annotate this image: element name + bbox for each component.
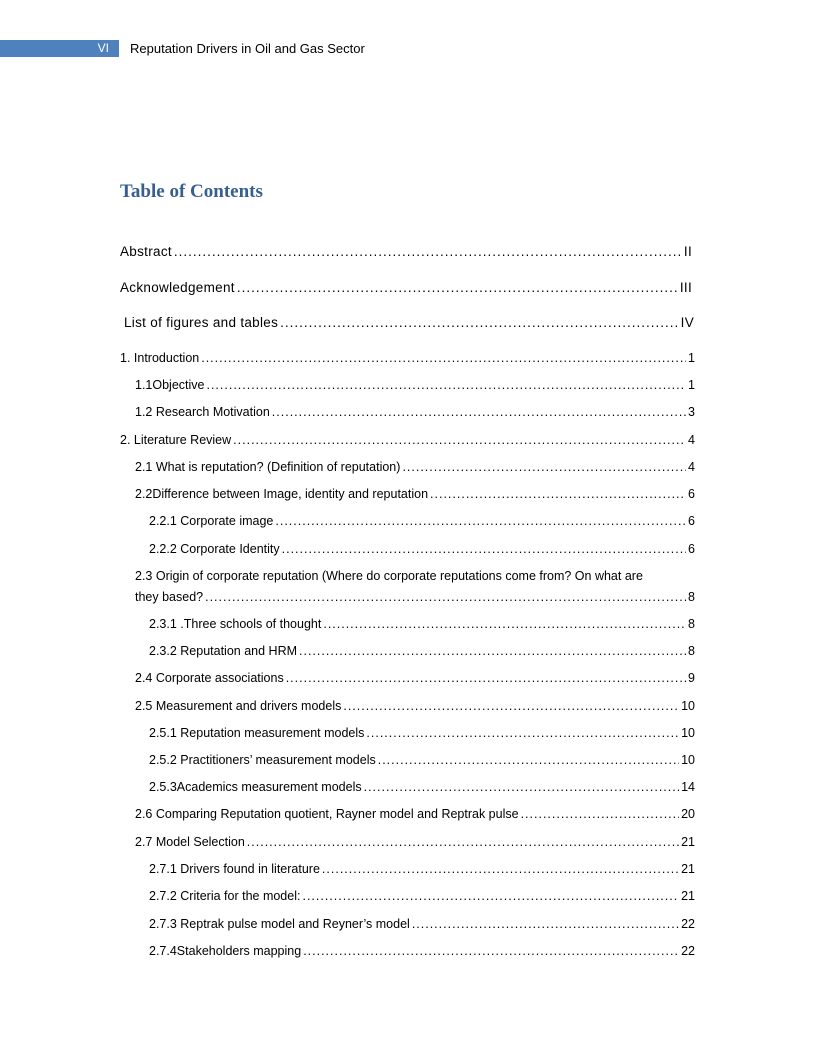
toc-entry-page: 1 (688, 351, 695, 365)
toc-entry-page: 22 (681, 917, 695, 931)
dot-leader (237, 280, 678, 296)
toc-entry-page: 3 (688, 405, 695, 419)
toc-entry-label: 2.7.1 Drivers found in literature (149, 862, 320, 876)
dot-leader (299, 643, 686, 659)
toc-entry-label: 2. Literature Review (120, 433, 232, 447)
toc-entry-label: 2.5.3Academics measurement models (149, 780, 362, 794)
page-number-badge: VI (0, 40, 119, 57)
toc-entry-acknowledgement[interactable] (120, 280, 692, 296)
toc-entry[interactable] (149, 752, 695, 768)
dot-leader (430, 486, 686, 502)
toc-entry-page: 10 (681, 726, 695, 740)
toc-entry-label: Abstract (120, 244, 172, 259)
toc-entry-page: 6 (688, 542, 695, 556)
toc-entry-page: 8 (688, 617, 695, 631)
dot-leader (402, 459, 686, 475)
toc-entry-page: 9 (688, 671, 695, 685)
dot-leader (272, 404, 686, 420)
toc-entry-label: 2.7.2 Criteria for the model: (149, 889, 301, 903)
dot-leader (233, 432, 686, 448)
dot-leader (280, 315, 679, 331)
toc-entry-label: 2.4 Corporate associations (135, 671, 284, 685)
toc-entry-page: 8 (688, 644, 695, 658)
toc-entry-label: 2.7 Model Selection (135, 835, 245, 849)
toc-entry-page: 6 (688, 487, 695, 501)
toc-entry-label-line2: they based? (135, 590, 204, 604)
toc-entry-page: 1 (688, 378, 695, 392)
toc-entry-page: 20 (681, 807, 695, 821)
toc-entry-label: 2.3.1 .Three schools of thought (149, 617, 322, 631)
toc-entry-label: 2.2.1 Corporate image (149, 514, 274, 528)
toc-entry-label: 2.6 Comparing Reputation quotient, Rayner model and Reptrak pulse (135, 807, 519, 821)
dot-leader (282, 541, 686, 557)
toc-entry-page: 21 (681, 889, 695, 903)
toc-entry[interactable] (135, 589, 695, 605)
toc-entry-list-of-figures[interactable] (124, 315, 694, 331)
dot-leader (378, 752, 679, 768)
toc-entry[interactable] (135, 377, 695, 393)
toc-entry-label: 2.7.3 Reptrak pulse model and Reyner’s model (149, 917, 410, 931)
toc-entry-label: 1.1Objective (135, 378, 205, 392)
toc-entry[interactable] (135, 459, 695, 475)
dot-leader (302, 888, 679, 904)
dot-leader (322, 861, 679, 877)
toc-entry[interactable] (135, 806, 695, 822)
toc-entry-page: 21 (681, 862, 695, 876)
toc-entry-page: 6 (688, 514, 695, 528)
dot-leader (174, 244, 682, 260)
toc-entry-label: 2.3.2 Reputation and HRM (149, 644, 298, 658)
toc-entry-page: 4 (688, 460, 695, 474)
toc-entry-label: 2.5.2 Practitioners’ measurement models (149, 753, 376, 767)
toc-entry-label: List of figures and tables (124, 315, 279, 330)
toc-entry[interactable] (149, 541, 695, 557)
toc-entry[interactable] (120, 350, 695, 366)
toc-entry-label: 2.5.1 Reputation measurement models (149, 726, 365, 740)
toc-entry-page: 22 (681, 944, 695, 958)
toc-entry[interactable] (135, 486, 695, 502)
toc-entry-label: 2.2.2 Corporate Identity (149, 542, 280, 556)
toc-entry-page: III (679, 280, 692, 295)
dot-leader (343, 698, 679, 714)
toc-entry[interactable] (149, 861, 695, 877)
toc-entry-label: 2.2Difference between Image, identity and reputation (135, 487, 429, 501)
toc-entry[interactable] (149, 779, 695, 795)
dot-leader (323, 616, 686, 632)
dot-leader (247, 834, 679, 850)
toc-entry-page: 4 (688, 433, 695, 447)
toc-entry-label: 2.7.4Stakeholders mapping (149, 944, 302, 958)
toc-entry[interactable] (149, 916, 695, 932)
toc-entry-page: IV (680, 315, 694, 330)
dot-leader (412, 916, 679, 932)
toc-entry[interactable] (149, 616, 695, 632)
dot-leader (205, 589, 686, 605)
toc-entry-page: 10 (681, 699, 695, 713)
dot-leader (275, 513, 686, 529)
toc-entry-abstract[interactable] (120, 244, 692, 260)
toc-entry[interactable] (149, 643, 695, 659)
dot-leader (521, 806, 680, 822)
dot-leader (366, 725, 679, 741)
toc-heading: Table of Contents (120, 181, 263, 202)
toc-entry[interactable] (135, 670, 695, 686)
toc-entry[interactable] (149, 943, 695, 959)
toc-entry[interactable] (135, 698, 695, 714)
toc-entry-page: 8 (688, 590, 695, 604)
toc-entry-label-line1[interactable]: 2.3 Origin of corporate reputation (Where do corporate reputations come from? On what are (135, 569, 643, 583)
toc-entry-page: 14 (681, 780, 695, 794)
toc-entry-label: 1. Introduction (120, 351, 200, 365)
dot-leader (286, 670, 686, 686)
toc-entry[interactable] (149, 725, 695, 741)
toc-entry[interactable] (135, 834, 695, 850)
dot-leader (201, 350, 686, 366)
toc-entry[interactable] (135, 404, 695, 420)
toc-entry-page: 10 (681, 753, 695, 767)
dot-leader (303, 943, 679, 959)
toc-entry-page: 21 (681, 835, 695, 849)
toc-entry-label: Acknowledgement (120, 280, 235, 295)
page-header (0, 40, 816, 57)
toc-entry-label: 1.2 Research Motivation (135, 405, 270, 419)
toc-entry-label: 2.5 Measurement and drivers models (135, 699, 342, 713)
dot-leader (364, 779, 679, 795)
toc-entry[interactable] (149, 888, 695, 904)
dot-leader (206, 377, 686, 393)
toc-entry-label: 2.1 What is reputation? (Definition of reputation) (135, 460, 401, 474)
running-header-title: Reputation Drivers in Oil and Gas Sector (130, 41, 365, 56)
toc-entry[interactable] (120, 432, 695, 448)
toc-entry[interactable] (149, 513, 695, 529)
toc-entry-page: II (683, 244, 692, 259)
